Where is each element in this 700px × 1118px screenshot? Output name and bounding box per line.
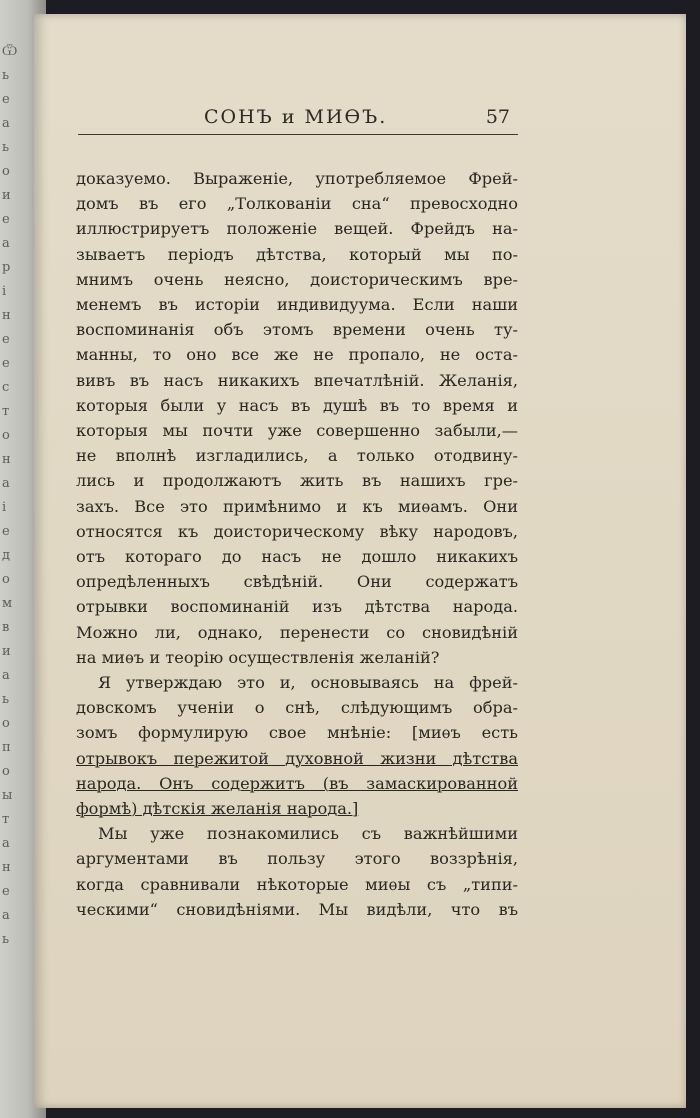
text-line: которыя были у насъ въ душѣ въ то время и <box>76 395 518 415</box>
running-title: СОНЪ и МИѲЪ. <box>204 106 388 128</box>
text-line: опредѣленныхъ свѣдѣній. Они содержатъ <box>76 572 518 592</box>
underlined-text-line: формѣ) дѣтскія желанія народа.] <box>76 799 359 819</box>
page-number: 57 <box>485 106 510 128</box>
text-line: отъ котораго до насъ не дошло никакихъ <box>76 547 518 567</box>
text-line: зомъ формулирую свое мнѣніе: [миѳъ есть <box>76 723 518 743</box>
adjacent-page-text: Ѿ ь е а ь о и е а р і н е е с т о н а і е д о м в и а ь о п о ы т а н е а ь <box>2 44 18 947</box>
text-line: отрывки воспоминаній изъ дѣтства народа. <box>76 597 518 617</box>
text-line: когда сравнивали нѣкоторые миѳы съ „типи- <box>76 874 518 894</box>
text-line: мнимъ очень неясно, доисторическимъ вре- <box>76 269 518 289</box>
text-line: зываетъ періодъ дѣтства, который мы по- <box>76 244 518 264</box>
text-line: воспоминанія объ этомъ времени очень ту- <box>76 320 518 340</box>
text-line: доказуемо. Выраженіе, употребляемое Фрей- <box>76 169 518 188</box>
body-text <box>76 166 518 922</box>
text-line: Я утверждаю это и, основываясь на фрей- <box>98 673 518 693</box>
text-line: которыя мы почти уже совершенно забыли,— <box>76 421 518 441</box>
text-line: Можно ли, однако, перенести со сновидѣній <box>76 622 518 642</box>
text-line: иллюстрируетъ положеніе вещей. Фрейдъ на- <box>76 219 518 239</box>
underlined-text-line: народа. Онъ содержитъ (въ замаскированной <box>76 773 518 793</box>
text-line: ческими“ сновидѣніями. Мы видѣли, что въ <box>76 899 518 919</box>
text-line: довскомъ ученіи о снѣ, слѣдующимъ обра- <box>76 698 518 718</box>
text-line: манны, то оно все же не пропало, не оста- <box>76 345 518 365</box>
text-line: относятся къ доисторическому вѣку народовъ, <box>76 521 518 541</box>
text-line: менемъ въ исторіи индивидуума. Если наши <box>76 295 518 315</box>
text-line: домъ въ его „Толкованіи сна“ превосходно <box>76 194 518 214</box>
page-header <box>78 104 518 135</box>
text-line: не вполнѣ изгладились, а только отодвину- <box>76 446 518 466</box>
text-line: вивъ въ насъ никакихъ впечатлѣній. Желанія, <box>76 370 518 390</box>
text-line: аргументами въ пользу этого воззрѣнія, <box>76 849 518 869</box>
text-line: Мы уже познакомились съ важнѣйшими <box>98 824 518 844</box>
underlined-text-line: отрывокъ пережитой духовной жизни дѣтства <box>76 748 518 768</box>
text-line: захъ. Все это примѣнимо и къ миѳамъ. Они <box>76 496 518 516</box>
text-line: на миѳъ и теорію осуществленія желаній? <box>76 647 440 667</box>
text-line: лись и продолжаютъ жить въ нашихъ гре- <box>76 471 518 491</box>
